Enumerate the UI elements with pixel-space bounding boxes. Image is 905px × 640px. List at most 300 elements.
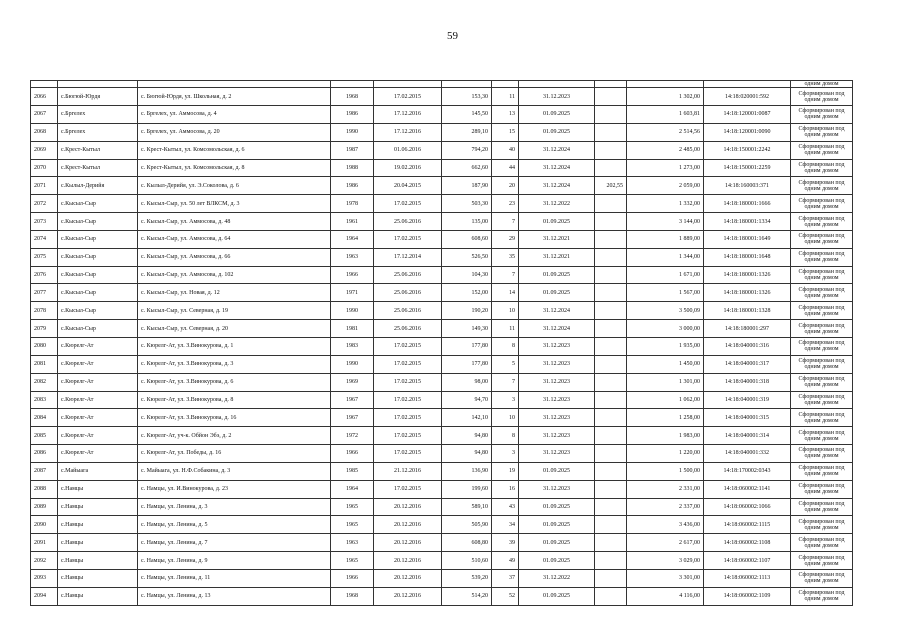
resident-count-cell: 14 xyxy=(492,284,519,302)
cost-cell: 2 331,00 xyxy=(627,480,704,498)
registration-date-cell: 01.06.2016 xyxy=(374,141,442,159)
cost-cell: 1 603,81 xyxy=(627,106,704,124)
cost-cell: 3 301,00 xyxy=(627,569,704,587)
row-number-cell: 2068 xyxy=(31,123,58,141)
address-cell: с. Бргелех, ул. Аммосова, д. 20 xyxy=(138,123,331,141)
cadastral-number-cell: 14:18:180001:1326 xyxy=(704,266,791,284)
deadline-date-cell: 01.09.2025 xyxy=(519,552,595,570)
status-text: одним домом xyxy=(804,489,839,496)
status-text: Сформирован под xyxy=(798,554,845,561)
resident-count-cell: 20 xyxy=(492,177,519,195)
extra-value-cell xyxy=(595,213,627,231)
row-number-cell: 2093 xyxy=(31,569,58,587)
area-cell: 177,80 xyxy=(442,338,492,356)
area-cell: 503,30 xyxy=(442,195,492,213)
resident-count-cell: 8 xyxy=(492,427,519,445)
row-number-cell: 2091 xyxy=(31,534,58,552)
status-text: Сформирован под xyxy=(798,304,845,311)
resident-count-cell: 43 xyxy=(492,498,519,516)
extra-value-cell xyxy=(595,427,627,445)
area-cell: 153,30 xyxy=(442,88,492,106)
deadline-date-cell: 31.12.2023 xyxy=(519,338,595,356)
area-cell: 589,10 xyxy=(442,498,492,516)
extra-value-cell xyxy=(595,230,627,248)
build-year-cell: 1963 xyxy=(331,534,374,552)
area-cell: 135,00 xyxy=(442,213,492,231)
deadline-date-cell: 01.09.2025 xyxy=(519,284,595,302)
address-cell: с. Намцы, ул. Ленина, д. 3 xyxy=(138,498,331,516)
table-row xyxy=(31,284,853,302)
settlement-name-cell: с.Кысыл-Сыр xyxy=(58,213,138,231)
status-text: Сформирован под xyxy=(798,358,845,365)
deadline-date-cell: 01.09.2025 xyxy=(519,498,595,516)
resident-count-cell: 19 xyxy=(492,462,519,480)
resident-count-cell: 7 xyxy=(492,266,519,284)
build-year-cell: 1986 xyxy=(331,177,374,195)
status-text: одним домом xyxy=(804,275,839,282)
build-year-cell: 1986 xyxy=(331,106,374,124)
address-cell: с. Кысыл-Сыр, ул. Аммосова, д. 66 xyxy=(138,248,331,266)
resident-count-cell: 10 xyxy=(492,409,519,427)
registration-date-cell: 17.02.2015 xyxy=(374,373,442,391)
extra-value-cell xyxy=(595,534,627,552)
cost-cell: 1 671,00 xyxy=(627,266,704,284)
status-text: одним домом xyxy=(804,596,839,603)
settlement-name-cell: с.Кюрелг-Ат xyxy=(58,427,138,445)
status-text: одним домом xyxy=(804,524,839,531)
address-cell: с. Намцы, ул. Ленина, д. 13 xyxy=(138,587,331,605)
status-text: Сформирован под xyxy=(798,322,845,329)
registration-date-cell: 25.06.2016 xyxy=(374,320,442,338)
extra-value-cell xyxy=(595,445,627,463)
build-year-cell: 1969 xyxy=(331,373,374,391)
area-cell: 608,60 xyxy=(442,230,492,248)
settlement-name-cell: с.Намцы xyxy=(58,587,138,605)
cost-cell: 3 029,00 xyxy=(627,552,704,570)
cost-cell: 1 344,00 xyxy=(627,248,704,266)
status-text: Сформирован под xyxy=(798,447,845,454)
registration-date-cell: 17.02.2015 xyxy=(374,480,442,498)
cadastral-number-cell: 14:18:040001:316 xyxy=(704,338,791,356)
area-cell: 199,60 xyxy=(442,480,492,498)
deadline-date-cell: 01.09.2025 xyxy=(519,123,595,141)
status-cell xyxy=(791,534,853,552)
cadastral-number-cell: 14:18:120001:0090 xyxy=(704,123,791,141)
build-year-cell: 1968 xyxy=(331,88,374,106)
extra-value-cell xyxy=(595,480,627,498)
address-cell: с. Кысыл-Сыр, ул. Новая, д. 12 xyxy=(138,284,331,302)
table-row xyxy=(31,480,853,498)
extra-value-cell xyxy=(595,302,627,320)
extra-value-cell xyxy=(595,195,627,213)
cadastral-number-cell: 14:18:170002:0343 xyxy=(704,462,791,480)
status-text: Сформирован под xyxy=(798,161,845,168)
area-cell: 177,80 xyxy=(442,355,492,373)
status-cell xyxy=(791,284,853,302)
table-row xyxy=(31,569,853,587)
extra-value-cell xyxy=(595,248,627,266)
table-row xyxy=(31,338,853,356)
status-cell xyxy=(791,302,853,320)
status-text: Сформирован под xyxy=(798,393,845,400)
cadastral-number-cell: 14:18:160003:371 xyxy=(704,177,791,195)
cost-cell: 2 617,00 xyxy=(627,534,704,552)
status-cell xyxy=(791,248,853,266)
row-number-cell: 2086 xyxy=(31,445,58,463)
status-text: одним домом xyxy=(804,114,839,121)
status-text: Сформирован под xyxy=(798,536,845,543)
cost-cell: 2 514,56 xyxy=(627,123,704,141)
cost-cell: 2 485,00 xyxy=(627,141,704,159)
settlement-name-cell: с.Крест-Кытыл xyxy=(58,159,138,177)
deadline-date-cell: 31.12.2023 xyxy=(519,355,595,373)
row-number-cell: 2084 xyxy=(31,409,58,427)
resident-count-cell: 23 xyxy=(492,195,519,213)
area-cell: 608,80 xyxy=(442,534,492,552)
deadline-date-cell: 01.09.2025 xyxy=(519,266,595,284)
status-text: Сформирован под xyxy=(798,90,845,97)
settlement-name-cell: с.Кысыл-Сыр xyxy=(58,284,138,302)
build-year-cell: 1990 xyxy=(331,355,374,373)
status-text: одним домом xyxy=(804,167,839,174)
settlement-name-cell: с.Бргелех xyxy=(58,123,138,141)
settlement-name-cell: с.Кысыл-Сыр xyxy=(58,230,138,248)
table-row xyxy=(31,587,853,605)
address-cell: с. Намцы, ул. Ленина, д. 9 xyxy=(138,552,331,570)
settlement-name-cell: с.Кюрелг-Ат xyxy=(58,355,138,373)
area-cell: 187,90 xyxy=(442,177,492,195)
deadline-date-cell: 31.12.2024 xyxy=(519,302,595,320)
resident-count-cell: 40 xyxy=(492,141,519,159)
table-row xyxy=(31,427,853,445)
table-row xyxy=(31,373,853,391)
build-year-cell: 1965 xyxy=(331,498,374,516)
status-text: одним домом xyxy=(804,417,839,424)
row-number-cell: 2079 xyxy=(31,320,58,338)
area-cell: 190,20 xyxy=(442,302,492,320)
status-text: Сформирован под xyxy=(798,590,845,597)
cadastral-number-cell: 14:18:060002:1066 xyxy=(704,498,791,516)
row-number-cell: 2090 xyxy=(31,516,58,534)
cost-cell: 3 500,09 xyxy=(627,302,704,320)
status-text: Сформирован под xyxy=(798,411,845,418)
cadastral-number-cell: 14:18:040001:318 xyxy=(704,373,791,391)
registration-date-cell: 25.06.2016 xyxy=(374,302,442,320)
registration-date-cell: 17.02.2015 xyxy=(374,427,442,445)
status-text: одним домом xyxy=(804,435,839,442)
area-cell: 505,90 xyxy=(442,516,492,534)
status-text: Сформирован под xyxy=(798,126,845,133)
table-row xyxy=(31,462,853,480)
row-number-cell: 2082 xyxy=(31,373,58,391)
resident-count-cell: 37 xyxy=(492,569,519,587)
build-year-cell: 1968 xyxy=(331,587,374,605)
page-number: 59 xyxy=(447,30,458,42)
cost-cell: 3 000,00 xyxy=(627,320,704,338)
area-cell: 98,00 xyxy=(442,373,492,391)
table-row xyxy=(31,106,853,124)
build-year-cell: 1967 xyxy=(331,409,374,427)
deadline-date-cell: 31.12.2023 xyxy=(519,391,595,409)
status-cell xyxy=(791,498,853,516)
build-year-cell: 1983 xyxy=(331,338,374,356)
extra-value-cell xyxy=(595,587,627,605)
row-number-cell: 2067 xyxy=(31,106,58,124)
status-cell xyxy=(791,409,853,427)
area-cell: 142,10 xyxy=(442,409,492,427)
cost-cell: 1 500,00 xyxy=(627,462,704,480)
status-cell xyxy=(791,159,853,177)
settlement-name-cell: с.Кюрелг-Ат xyxy=(58,373,138,391)
area-cell: 104,30 xyxy=(442,266,492,284)
deadline-date-cell: 31.12.2023 xyxy=(519,373,595,391)
table-row xyxy=(31,320,853,338)
area-cell: 145,50 xyxy=(442,106,492,124)
cost-cell: 3 436,00 xyxy=(627,516,704,534)
extra-value-cell xyxy=(595,409,627,427)
status-text: Сформирован под xyxy=(798,233,845,240)
cadastral-number-cell: 14:18:060002:1109 xyxy=(704,587,791,605)
address-cell: с. Кюрелг-Ат, ул. З.Винокурова, д. 16 xyxy=(138,409,331,427)
row-number-cell: 2070 xyxy=(31,159,58,177)
status-text: одним домом xyxy=(804,310,839,317)
table-row xyxy=(31,266,853,284)
address-cell: с. Кысыл-Сыр, ул. Аммосова, д. 48 xyxy=(138,213,331,231)
deadline-date-cell: 31.12.2021 xyxy=(519,248,595,266)
area-cell: 94,70 xyxy=(442,391,492,409)
cost-cell: 1 273,00 xyxy=(627,159,704,177)
status-text: Сформирован под xyxy=(798,144,845,151)
status-continuation xyxy=(791,81,853,88)
status-text: Сформирован под xyxy=(798,572,845,579)
row-number-cell: 2080 xyxy=(31,338,58,356)
settlement-name-cell: с.Кысыл-Сыр xyxy=(58,302,138,320)
area-cell: 510,60 xyxy=(442,552,492,570)
cost-cell: 4 116,00 xyxy=(627,587,704,605)
row-number-cell: 2087 xyxy=(31,462,58,480)
status-text: Сформирован под xyxy=(798,286,845,293)
status-text: одним домом xyxy=(804,221,839,228)
cadastral-number-cell: 14:18:180001:1334 xyxy=(704,213,791,231)
extra-value-cell: 202,55 xyxy=(595,177,627,195)
build-year-cell: 1966 xyxy=(331,266,374,284)
status-text: одним домом xyxy=(804,185,839,192)
status-cell xyxy=(791,587,853,605)
address-cell: с. Кысыл-Сыр, ул. Северная, д. 20 xyxy=(138,320,331,338)
cadastral-number-cell: 14:18:180001:1328 xyxy=(704,302,791,320)
settlement-name-cell: с.Кысыл-Сыр xyxy=(58,320,138,338)
row-number-cell: 2075 xyxy=(31,248,58,266)
extra-value-cell xyxy=(595,106,627,124)
row-number-cell: 2077 xyxy=(31,284,58,302)
cadastral-number-cell: 14:18:180001:1666 xyxy=(704,195,791,213)
cost-cell: 1 302,00 xyxy=(627,88,704,106)
cadastral-number-cell: 14:18:060002:1141 xyxy=(704,480,791,498)
address-cell: с. Кысыл-Сыр, ул. Аммосова, д. 64 xyxy=(138,230,331,248)
settlement-name-cell: с.Кюрелг-Ат xyxy=(58,445,138,463)
registration-date-cell: 20.12.2016 xyxy=(374,587,442,605)
table-row xyxy=(31,552,853,570)
status-text: одним домом xyxy=(804,542,839,549)
status-continuation-text: одним домом xyxy=(804,81,839,88)
deadline-date-cell: 31.12.2024 xyxy=(519,159,595,177)
deadline-date-cell: 31.12.2022 xyxy=(519,569,595,587)
status-cell xyxy=(791,445,853,463)
area-cell: 149,30 xyxy=(442,320,492,338)
extra-value-cell xyxy=(595,266,627,284)
settlement-name-cell: с.Намцы xyxy=(58,480,138,498)
deadline-date-cell: 01.09.2025 xyxy=(519,213,595,231)
status-cell xyxy=(791,462,853,480)
extra-value-cell xyxy=(595,141,627,159)
row-number-cell: 2085 xyxy=(31,427,58,445)
cost-cell: 1 332,00 xyxy=(627,195,704,213)
table-row xyxy=(31,230,853,248)
status-cell xyxy=(791,106,853,124)
registration-date-cell: 17.02.2015 xyxy=(374,88,442,106)
status-text: одним домом xyxy=(804,507,839,514)
cadastral-number-cell: 14:18:120001:0087 xyxy=(704,106,791,124)
status-text: Сформирован под xyxy=(798,215,845,222)
resident-count-cell: 49 xyxy=(492,552,519,570)
status-cell xyxy=(791,391,853,409)
build-year-cell: 1988 xyxy=(331,159,374,177)
settlement-name-cell: с.Намцы xyxy=(58,516,138,534)
registration-date-cell: 17.12.2016 xyxy=(374,106,442,124)
deadline-date-cell: 31.12.2023 xyxy=(519,409,595,427)
settlement-name-cell: с.Кысыл-Сыр xyxy=(58,266,138,284)
table-row xyxy=(31,355,853,373)
deadline-date-cell: 31.12.2021 xyxy=(519,230,595,248)
status-text: одним домом xyxy=(804,453,839,460)
status-text: Сформирован под xyxy=(798,340,845,347)
status-text: Сформирован под xyxy=(798,108,845,115)
area-cell: 539,20 xyxy=(442,569,492,587)
settlement-name-cell: с.Кылыл-Дерийя xyxy=(58,177,138,195)
row-number-cell: 2092 xyxy=(31,552,58,570)
table-row xyxy=(31,391,853,409)
row-number-cell: 2081 xyxy=(31,355,58,373)
area-cell: 152,00 xyxy=(442,284,492,302)
extra-value-cell xyxy=(595,320,627,338)
deadline-date-cell: 01.09.2025 xyxy=(519,516,595,534)
build-year-cell: 1966 xyxy=(331,445,374,463)
deadline-date-cell: 31.12.2023 xyxy=(519,88,595,106)
registration-date-cell: 17.02.2015 xyxy=(374,338,442,356)
resident-count-cell: 29 xyxy=(492,230,519,248)
registration-date-cell: 20.12.2016 xyxy=(374,516,442,534)
address-cell: с. Кысыл-Сыр, ул. Аммосова, д. 102 xyxy=(138,266,331,284)
settlement-name-cell: с.Кысыл-Сыр xyxy=(58,248,138,266)
settlement-name-cell: с.Бргелех xyxy=(58,106,138,124)
deadline-date-cell: 31.12.2023 xyxy=(519,480,595,498)
registration-date-cell: 20.12.2016 xyxy=(374,498,442,516)
settlement-name-cell: с.Намцы xyxy=(58,569,138,587)
status-text: Сформирован под xyxy=(798,465,845,472)
address-cell: с. Майыага, ул. Н.Ф.Собакина, д. 3 xyxy=(138,462,331,480)
status-cell xyxy=(791,480,853,498)
area-cell: 94,80 xyxy=(442,445,492,463)
build-year-cell: 1961 xyxy=(331,213,374,231)
cost-cell: 1 220,00 xyxy=(627,445,704,463)
address-cell: с. Намцы, ул. Ленина, д. 5 xyxy=(138,516,331,534)
table-row xyxy=(31,123,853,141)
cost-cell: 3 144,00 xyxy=(627,213,704,231)
address-cell: с. Намцы, ул. И.Винокурова, д. 23 xyxy=(138,480,331,498)
table-row xyxy=(31,213,853,231)
resident-count-cell: 10 xyxy=(492,302,519,320)
settlement-name-cell: с.Крест-Кытыл xyxy=(58,141,138,159)
address-cell: с. Кюрелг-Ат, ул. З.Винокурова, д. 6 xyxy=(138,373,331,391)
cost-cell: 1 258,00 xyxy=(627,409,704,427)
address-cell: с. Кысыл-Сыр, ул. 50 лет ВЛКСМ, д. 3 xyxy=(138,195,331,213)
table-row xyxy=(31,141,853,159)
row-number-cell: 2066 xyxy=(31,88,58,106)
settlement-name-cell: с.Кюрелг-Ат xyxy=(58,409,138,427)
cadastral-number-cell: 14:18:180001:1326 xyxy=(704,284,791,302)
cadastral-number-cell: 14:18:060002:1115 xyxy=(704,516,791,534)
registration-date-cell: 25.06.2016 xyxy=(374,284,442,302)
status-cell xyxy=(791,552,853,570)
extra-value-cell xyxy=(595,569,627,587)
cost-cell: 1 935,00 xyxy=(627,338,704,356)
table-row xyxy=(31,498,853,516)
settlement-name-cell: с.Бюгюй-Юрдя xyxy=(58,88,138,106)
extra-value-cell xyxy=(595,123,627,141)
table-row xyxy=(31,159,853,177)
cost-cell: 1 983,00 xyxy=(627,427,704,445)
extra-value-cell xyxy=(595,498,627,516)
address-cell: с. Намцы, ул. Ленина, д. 7 xyxy=(138,534,331,552)
status-text: одним домом xyxy=(804,150,839,157)
status-text: одним домом xyxy=(804,292,839,299)
cost-cell: 1 889,00 xyxy=(627,230,704,248)
registration-date-cell: 20.04.2015 xyxy=(374,177,442,195)
status-text: Сформирован под xyxy=(798,179,845,186)
registration-date-cell: 20.12.2016 xyxy=(374,569,442,587)
cadastral-number-cell: 14:18:150001:2242 xyxy=(704,141,791,159)
settlement-name-cell: с.Кюрелг-Ат xyxy=(58,391,138,409)
resident-count-cell: 34 xyxy=(492,516,519,534)
cadastral-number-cell: 14:18:180001:1648 xyxy=(704,248,791,266)
cadastral-number-cell: 14:18:060002:1107 xyxy=(704,552,791,570)
extra-value-cell xyxy=(595,284,627,302)
deadline-date-cell: 31.12.2022 xyxy=(519,195,595,213)
extra-value-cell xyxy=(595,516,627,534)
status-cell xyxy=(791,355,853,373)
status-cell xyxy=(791,338,853,356)
address-cell: с. Кылыл-Дерийя, ул. Э.Соколова, д. 6 xyxy=(138,177,331,195)
area-cell: 94,80 xyxy=(442,427,492,445)
status-cell xyxy=(791,177,853,195)
resident-count-cell: 13 xyxy=(492,106,519,124)
table-row xyxy=(31,195,853,213)
build-year-cell: 1990 xyxy=(331,302,374,320)
cadastral-number-cell: 14:18:150001:2259 xyxy=(704,159,791,177)
address-cell: с. Крест-Кытыл, ул. Комсомольская, д. 8 xyxy=(138,159,331,177)
table-row xyxy=(31,516,853,534)
address-cell: с. Кюрелг-Ат, ул. Победы, д. 16 xyxy=(138,445,331,463)
cost-cell: 1 062,00 xyxy=(627,391,704,409)
row-number-cell: 2074 xyxy=(31,230,58,248)
status-text: одним домом xyxy=(804,346,839,353)
cost-cell: 2 059,00 xyxy=(627,177,704,195)
status-cell xyxy=(791,516,853,534)
address-cell: с. Кюрелг-Ат, ул. З.Винокурова, д. 1 xyxy=(138,338,331,356)
address-cell: с. Крест-Кытыл, ул. Комсомольская, д. 6 xyxy=(138,141,331,159)
deadline-date-cell: 31.12.2023 xyxy=(519,445,595,463)
deadline-date-cell: 31.12.2024 xyxy=(519,320,595,338)
